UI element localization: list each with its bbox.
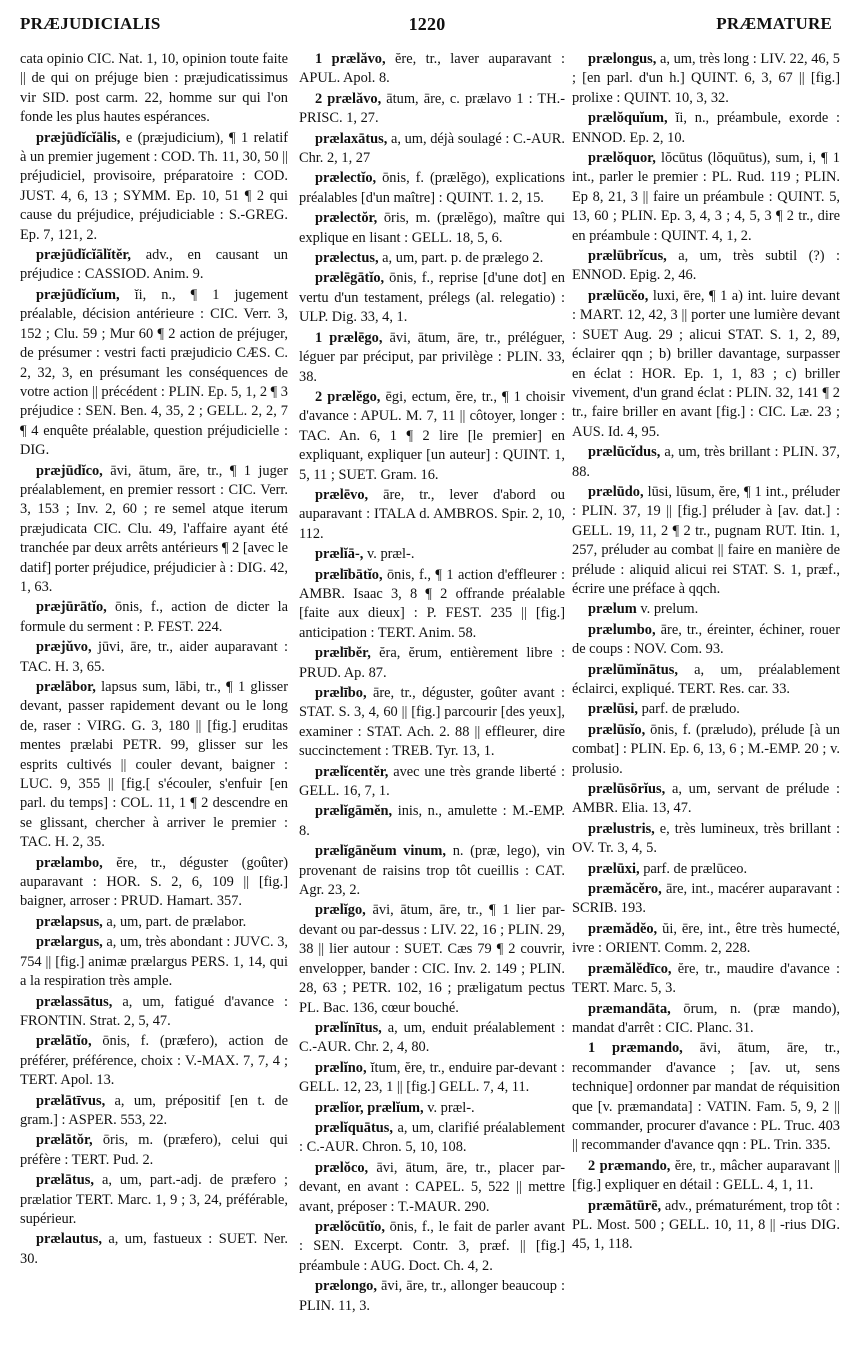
- dictionary-entry: [20, 1230, 288, 1269]
- entry-headword: præmātūrē,: [588, 1197, 662, 1214]
- entry-headword: præjūdĭco,: [36, 462, 103, 479]
- entry-definition: parf. de prælūceo.: [643, 860, 748, 877]
- dictionary-entry: [299, 763, 565, 802]
- entry-headword: prælābor,: [36, 679, 96, 695]
- entry-headword: 2 prælĕgo,: [315, 388, 381, 405]
- entry-definition: ĕra, ĕrum, entièrement libre : PRUD. Ap. 87.: [299, 645, 565, 681]
- dictionary-entry: [20, 854, 288, 912]
- entry-headword: prælongo,: [315, 1278, 377, 1295]
- entry-headword: prælustris,: [588, 820, 655, 837]
- entry-definition: a, um, fatigué d'avance : FRONTIN. Strat. 2, 5, 47.: [20, 993, 288, 1029]
- entry-headword: prælēvo,: [315, 486, 369, 503]
- entry-headword: 1 prælēgo,: [315, 329, 383, 346]
- dictionary-entry: [572, 820, 840, 859]
- dictionary-entry: [299, 1099, 565, 1118]
- dictionary-entry: [20, 913, 288, 932]
- entry-definition: cata opinio CIC. Nat. 1, 10, opinion toute faite || de qui on préjuge bien : præjudicatissimus vir SID. post carm. 22, homme sur qui l'on fonde les plus hautes espérances.: [20, 51, 288, 126]
- entry-definition: avec une très grande liberté : GELL. 16, 7, 1.: [299, 763, 565, 800]
- dictionary-entry: [572, 700, 840, 719]
- entry-headword: prælātĭo,: [36, 1033, 92, 1050]
- dictionary-entry: [572, 661, 840, 700]
- entry-headword: prælūsĭo,: [588, 721, 646, 738]
- dictionary-column-2: [299, 50, 565, 1354]
- dictionary-entry: [20, 598, 288, 637]
- entry-headword: prælautus,: [36, 1231, 102, 1248]
- dictionary-entry: [299, 1218, 565, 1276]
- entry-headword: prælĭquātus,: [315, 1119, 393, 1136]
- dictionary-entry: [299, 269, 565, 327]
- entry-definition: v. prelum.: [640, 601, 699, 618]
- entry-definition: āvi, ātum, āre, tr., préléguer, léguer par préciput, par privilège : PLIN. 33, 38.: [299, 329, 565, 385]
- entry-headword: præmădĕo,: [588, 920, 658, 937]
- entry-definition: āvi, āre, tr., allonger beaucoup : PLIN. 11, 3.: [299, 1278, 565, 1314]
- entry-definition: adv., en causant un préjudice : CASSIOD. Anim. 9.: [20, 247, 288, 283]
- entry-definition: a, um, déjà soulagé : C.-AUR. Chr. 2, 1, 27: [299, 130, 565, 167]
- entry-headword: prælum: [588, 601, 637, 618]
- entry-headword: prælargus,: [36, 934, 103, 951]
- dictionary-entry: [20, 286, 288, 461]
- entry-definition: ĭi, n., préambule, exorde : ENNOD. Ep. 2, 10.: [572, 110, 840, 146]
- dictionary-entry: [20, 462, 288, 598]
- dictionary-entry: [20, 129, 288, 245]
- dictionary-entry: [572, 860, 840, 879]
- entry-headword: præjūdĭcĭālĭtĕr,: [36, 247, 131, 264]
- dictionary-column-3: [572, 50, 840, 1354]
- entry-definition: ōnis, f. (præludo), prélude [à un combat] : PLIN. Ep. 6, 13, 6 ; M.-EMP. 20 ; v. prolusio.: [572, 721, 840, 777]
- entry-definition: āre, int., macérer auparavant : SCRIB. 193.: [572, 881, 840, 917]
- dictionary-entry: [20, 1131, 288, 1170]
- entry-definition: a, um, très subtil (?) : ENNOD. Epig. 2, 46.: [572, 248, 840, 284]
- dictionary-column-1: [20, 50, 288, 1354]
- entry-definition: āvi, ātum, āre, tr., ¶ 1 juger préalablement, en premier ressort : CIC. Verr. 3, 153 ; Inv. 2, 60 ; re semel atque iterum præjudicata CIC. Clu. 49, l'affaire ayant été tranchée par deux arrêts antérieurs ¶ 2 [avec le datif] porter préjudice, préjudicier à : DIG. 42, 1, 63.: [20, 462, 288, 595]
- entry-headword: prælātīvus,: [36, 1092, 106, 1109]
- entry-headword: prælambo,: [36, 854, 103, 871]
- entry-definition: āvi, ātum, āre, tr., placer par-devant, en avant : CAPEL. 5, 522 || mettre avant, préposer : T.-MAUR. 290.: [299, 1159, 565, 1215]
- entry-definition: a, um, très abondant : JUVC. 3, 754 || [fig.] animæ prælargus PERS. 1, 14, qui a la respiration très ample.: [20, 934, 288, 990]
- dictionary-entry: [299, 388, 565, 485]
- entry-headword: prælībo,: [315, 685, 367, 701]
- entry-headword: prælectus,: [315, 250, 379, 267]
- dictionary-entry: [572, 1157, 840, 1196]
- dictionary-entry: [572, 149, 840, 246]
- entry-definition: a, um, enduit préalablement : C.-AUR. Chr. 2, 4, 80.: [299, 1019, 565, 1056]
- dictionary-entry: [20, 933, 288, 991]
- entry-definition: a, um, très long : LIV. 22, 46, 5 ; [en parl. d'un h.] QUINT. 6, 3, 67 || [fig.] prolixe : QUINT. 10, 3, 32.: [572, 51, 840, 106]
- entry-headword: prælassātus,: [36, 993, 113, 1010]
- dictionary-entry: [299, 1119, 565, 1158]
- dictionary-entry: [20, 50, 288, 128]
- entry-headword: prælĭā-,: [315, 546, 364, 563]
- entry-headword: prælĭgānĕum vinum,: [315, 843, 447, 860]
- dictionary-entry: [299, 169, 565, 208]
- entry-headword: præjūdĭcĭālis,: [36, 129, 121, 146]
- entry-definition: a, um, fastueux : SUET. Ner. 30.: [20, 1231, 288, 1267]
- entry-headword: præmălĕdīco,: [588, 960, 672, 977]
- entry-definition: āre, tr., éreinter, échiner, rouer de coups : NOV. Com. 93.: [572, 621, 840, 658]
- entry-headword: præjūrātĭo,: [36, 599, 107, 616]
- dictionary-entry: [299, 901, 565, 1017]
- entry-headword: 2 præmando,: [588, 1157, 671, 1174]
- dictionary-entry: [299, 1159, 565, 1217]
- dictionary-entry: [299, 545, 565, 564]
- entry-definition: ĕre, tr., laver auparavant : APUL. Apol. 8.: [299, 51, 565, 87]
- dictionary-entry: [299, 1019, 565, 1058]
- dictionary-entry: [572, 287, 840, 442]
- entry-definition: e, très lumineux, très brillant : OV. Tr. 3, 4, 5.: [572, 820, 840, 857]
- entry-headword: prælĭno,: [315, 1059, 367, 1076]
- entry-definition: adv., prématurément, trop tôt : PL. Most. 500 ; GELL. 10, 11, 8 || -rius DIG. 45, 1, 118.: [572, 1197, 840, 1253]
- entry-definition: ōrum, n. (præ mando), mandat d'arrêt : CIC. Planc. 31.: [572, 1000, 840, 1036]
- entry-definition: v. præl-.: [427, 1099, 475, 1116]
- entry-definition: ātum, āre, c. prælavo 1 : TH.-PRISC. 1, 27.: [299, 90, 565, 127]
- entry-definition: āvi, ātum, āre, tr., ¶ 1 lier par-devant ou par-dessus : LIV. 22, 16 ; PLIN. 29, 38 || lier autour : SUET. Cæs 79 ¶ 2 couvrir, envelopper, bander : CIC. Inv. 2. 149 ; PLIN. 28, 63 ; PETR. 102, 16 ; præligatum pectus PL. Bac. 136, cœur bouché.: [299, 902, 565, 1016]
- entry-headword: prælūsi,: [588, 701, 638, 718]
- entry-headword: prælūcĭdus,: [588, 444, 661, 461]
- entry-headword: prælaxātus,: [315, 130, 388, 147]
- entry-definition: a, um, préalablement éclairci, expliqué. TERT. Res. car. 33.: [572, 661, 840, 697]
- dictionary-entry: [572, 247, 840, 286]
- entry-headword: præmandāta,: [588, 1000, 671, 1017]
- entry-headword: prælēgātĭo,: [315, 270, 385, 287]
- entry-definition: a, um, servant de prélude : AMBR. Elia. 13, 47.: [572, 781, 840, 817]
- dictionary-entry: [20, 1092, 288, 1131]
- entry-headword: præjūdĭcĭum,: [36, 286, 120, 303]
- dictionary-entry: [20, 1032, 288, 1090]
- page-number: 1220: [408, 14, 446, 34]
- entry-headword: prælĭcentĕr,: [315, 763, 389, 780]
- dictionary-entry: [20, 246, 288, 285]
- entry-definition: ĭtum, ĕre, tr., enduire par-devant : GELL. 12, 23, 1 || [fig.] GELL. 7, 4, 11.: [299, 1059, 565, 1096]
- dictionary-entry: [20, 1171, 288, 1229]
- dictionary-entry: [299, 249, 565, 268]
- entry-definition: a, um, part. p. de prælego 2.: [382, 250, 544, 267]
- dictionary-entry: [572, 780, 840, 819]
- dictionary-entry: [572, 109, 840, 148]
- dictionary-entry: [572, 621, 840, 660]
- dictionary-entry: [299, 209, 565, 248]
- dictionary-entry: [299, 486, 565, 544]
- entry-headword: prælĭnītus,: [315, 1019, 382, 1036]
- entry-definition: ōnis, f. (prælĕgo), explications préalables [d'un maître] : QUINT. 1. 2, 15.: [299, 170, 565, 206]
- dictionary-entry: [572, 443, 840, 482]
- dictionary-entry: [299, 802, 565, 841]
- dictionary-entry: [299, 566, 565, 644]
- entry-headword: prælātŏr,: [36, 1132, 93, 1149]
- entry-definition: luxi, ēre, ¶ 1 a) int. luire devant : MART. 12, 42, 3 || porter une lumière devant : SUET Aug. 29 ; alicui STAT. S. 1, 2, 89, éclairer qqn ; b) briller davantage, surpasser en éclat : HOR. Ep. 1, 1, 83 ; c) briller vivement, d'un grand éclat : PLIN. 32, 141 ¶ 2 tr., faire briller en avant [fig.] : CIC. Læ. 23 ; AUS. Id. 4, 95.: [572, 287, 840, 440]
- entry-headword: prælŏquor,: [588, 150, 656, 167]
- entry-headword: prælūcĕo,: [588, 287, 649, 304]
- dictionary-entry: [572, 1197, 840, 1255]
- entry-headword: prælŏco,: [315, 1159, 369, 1176]
- entry-headword: 1 præmando,: [588, 1040, 683, 1057]
- dictionary-entry: [572, 920, 840, 959]
- entry-definition: jūvi, āre, tr., aider auparavant : TAC. H. 3, 65.: [20, 639, 288, 675]
- entry-definition: ĕre, tr., mâcher auparavant || [fig.] expliquer en détail : GELL. 4, 1, 11.: [572, 1157, 840, 1194]
- dictionary-entry: [572, 960, 840, 999]
- entry-headword: prælumbo,: [588, 621, 656, 638]
- entry-headword: prælātus,: [36, 1172, 94, 1189]
- entry-definition: ĭi, n., ¶ 1 jugement préalable, décision antérieure : CIC. Verr. 3, 152 ; Clu. 59 ; Mur 60 ¶ 2 action de préjuger, de présumer : vestri facti præjudicio CÆS. C. 2, 32, 3, en présumant les conséquences de votre action || précédent : PLIN. Ep. 5, 1, 2 ¶ 3 préjudice : SEN. Ben. 4, 35, 2 ; GELL. 2, 2, 7 ¶ 4 enquête préalable, question préjudicielle : DIG.: [20, 286, 288, 459]
- entry-headword: prælĭgo,: [315, 902, 366, 919]
- entry-definition: ĕre, tr., déguster (goûter) auparavant : HOR. S. 2, 6, 109 || [fig.] baigner, arroser : PRUD. Hamart. 357.: [20, 854, 288, 910]
- entry-headword: prælĭor, prælĭum,: [315, 1099, 424, 1116]
- running-head-left: PRÆJUDICIALIS: [20, 14, 161, 33]
- entry-headword: præmăcĕro,: [588, 881, 662, 898]
- dictionary-entry: [20, 638, 288, 677]
- entry-definition: ĕre, tr., maudire d'avance : TERT. Marc. 5, 3.: [572, 960, 840, 997]
- entry-definition: āre, tr., déguster, goûter avant : STAT. S. 3, 4, 60 || [fig.] parcourir [des yeux], examiner : STAT. Ach. 2. 88 || effleurer, dire succinctement : TREB. Tyr. 13, 1.: [299, 685, 565, 760]
- entry-headword: prælūsōrĭus,: [588, 781, 666, 798]
- entry-definition: ōris, m. (prælĕgo), maître qui explique en lisant : GELL. 18, 5, 6.: [299, 210, 565, 246]
- entry-definition: ŭi, ēre, int., être très humecté, ivre : ORIENT. Comm. 2, 228.: [572, 920, 840, 957]
- entry-definition: āvi, ātum, āre, tr., recommander d'avance ; [av. ut, sens technique] ordonner par mandat de réquisition que [v. præmandata] : VATIN. Fam. 5, 9, 2 || commander, procurer d'avance : PL. Truc. 403 || recommander d'avance qqn : PL. Trin. 335.: [572, 1040, 840, 1154]
- entry-definition: a, um, part. de prælabor.: [106, 913, 247, 930]
- dictionary-entry: [299, 1059, 565, 1098]
- entry-headword: 1 prælăvo,: [315, 51, 386, 67]
- entry-headword: prælūbrĭcus,: [588, 248, 667, 265]
- entry-definition: a, um, part.-adj. de præfero ; prælatior TERT. Marc. 1, 9 ; 3, 24, préférable, supérieur.: [20, 1172, 288, 1227]
- dictionary-entry: [299, 684, 565, 762]
- entry-definition: n. (præ, lego), vin provenant de raisins trop tôt cueillis : CAT. Agr. 23, 2.: [299, 843, 565, 899]
- entry-definition: inis, n., amulette : M.-EMP. 8.: [299, 803, 565, 839]
- running-head-right: PRÆMATURE: [716, 14, 832, 33]
- entry-definition: a, um, clarifié préalablement : C.-AUR. Chron. 5, 10, 108.: [299, 1119, 565, 1156]
- entry-headword: prælectĭo,: [315, 170, 377, 187]
- entry-definition: āre, tr., lever d'abord ou auparavant : ITALA d. AMBROS. Spir. 2, 10, 112.: [299, 486, 565, 542]
- entry-headword: prælūxi,: [588, 860, 640, 877]
- entry-definition: a, um, prépositif [en t. de gram.] : ASPER. 553, 22.: [20, 1092, 288, 1128]
- dictionary-entry: [572, 50, 840, 108]
- dictionary-entry: [20, 678, 288, 853]
- dictionary-entry: [20, 993, 288, 1032]
- entry-headword: prælūmĭnātus,: [588, 661, 678, 678]
- entry-headword: prælībātĭo,: [315, 566, 383, 583]
- dictionary-entry: [572, 721, 840, 779]
- dictionary-entry: [572, 483, 840, 599]
- dictionary-entry: [299, 329, 565, 387]
- dictionary-entry: [572, 1039, 840, 1155]
- entry-headword: prælŏquĭum,: [588, 110, 668, 127]
- entry-definition: e (præjudicium), ¶ 1 relatif à un premier jugement : COD. Th. 11, 30, 50 || préjudiciel, provisoire, préparatoire : COD. JUST. 4, 6, 13 ; SYMM. Ep. 10, 51 ¶ 2 qui cause du préjudice, préjudiciable : S.-GREG. Ep. 7, 121, 2.: [20, 129, 288, 243]
- entry-definition: ōris, m. (præfero), celui qui préfère : TERT. Pud. 2.: [20, 1132, 288, 1168]
- dictionary-entry: [572, 880, 840, 919]
- entry-definition: parf. de præludo.: [641, 701, 740, 718]
- dictionary-entry: [299, 1277, 565, 1316]
- entry-headword: prælapsus,: [36, 913, 103, 930]
- entry-definition: ēgi, ectum, ĕre, tr., ¶ 1 choisir d'avance : APUL. M. 7, 11 || côtoyer, longer : TAC. An. 6, 1 ¶ 2 lire [le premier] en expliquant, expliquer [un auteur] : QUINT. 1, 5, 11 ; SUET. Gram. 16.: [299, 388, 565, 483]
- entry-definition: lapsus sum, lābi, tr., ¶ 1 glisser devant, passer rapidement devant ou le long de, raser : VIRG. G. 3, 180 || [fig.] eruditas mentes prælabi PETR. 99, glisser sur les esprits cultivés || couler devant, baigner : LUC. 9, 355 || [fig.[ s'écouler, s'enfuir [en parl. du temps] : COL. 11, 1 ¶ 2 descendre en se glissant, chercher à arriver le premier : TAC. H. 2, 35.: [20, 679, 288, 851]
- entry-definition: lūsi, lūsum, ĕre, ¶ 1 int., préluder : PLIN. 37, 19 || [fig.] préluder à [av. dat.] : GELL. 19, 11, 2 ¶ 2 tr., pugnam RUT. Itin. 1, 257, préluder au combat || faire en manière de prélude : aliquid alicui rei STAT. S. 1, præf., écrire une préface à qqch.: [572, 483, 840, 597]
- entry-headword: prælūdo,: [588, 483, 644, 500]
- entry-headword: prælectŏr,: [315, 210, 378, 227]
- entry-definition: ōnis, f. (præfero), action de préférer, préférence, choix : V.-MAX. 7, 7, 4 ; TERT. Apol. 13.: [20, 1033, 288, 1089]
- entry-definition: a, um, très brillant : PLIN. 37, 88.: [572, 444, 840, 480]
- dictionary-entry: [299, 644, 565, 683]
- entry-definition: ōnis, f., ¶ 1 action d'effleurer : AMBR. Isaac 3, 8 ¶ 2 offrande préalable [faite aux dieux] : P. FEST. 235 || [fig.] anticipation : TERT. Anim. 58.: [299, 566, 565, 641]
- entry-headword: prælŏcūtĭo,: [315, 1218, 385, 1235]
- dictionary-entry: [299, 90, 565, 129]
- entry-definition: v. præl-.: [366, 546, 415, 563]
- dictionary-entry: [572, 600, 840, 619]
- dictionary-entry: [299, 50, 565, 89]
- entry-definition: lŏcūtus (lŏquūtus), sum, i, ¶ 1 int., parler le premier : PL. Rud. 119 ; PLIN. Ep 8, 21, 3 || faire un préambule : QUINT. 5, 13, 60 ; PLIN. Ep. 3, 4, 3 ; 4, 5, 3 ¶ 2 tr., dire en préambule : QUINT. 4, 1, 2.: [572, 150, 840, 244]
- entry-headword: prælībĕr,: [315, 645, 371, 662]
- entry-headword: præjŭvo,: [36, 639, 92, 656]
- entry-headword: 2 prælăvo,: [315, 90, 382, 107]
- entry-headword: prælongus,: [588, 51, 657, 67]
- dictionary-entry: [299, 842, 565, 900]
- dictionary-entry: [572, 1000, 840, 1039]
- entry-definition: ōnis, f., action de dicter la formule du serment : P. FEST. 224.: [20, 599, 288, 635]
- entry-headword: prælĭgāmĕn,: [315, 803, 393, 820]
- entry-definition: ōnis, f., reprise [d'une dot] en vertu d'un testament, prélegs (al. relegatio) : ULP. Dig. 33, 4, 1.: [299, 270, 565, 326]
- dictionary-entry: [299, 130, 565, 169]
- entry-definition: ōnis, f., le fait de parler avant : SEN. Excerpt. Contr. 3, præf. || [fig.] préambule : AUG. Doct. Ch. 4, 2.: [299, 1218, 565, 1274]
